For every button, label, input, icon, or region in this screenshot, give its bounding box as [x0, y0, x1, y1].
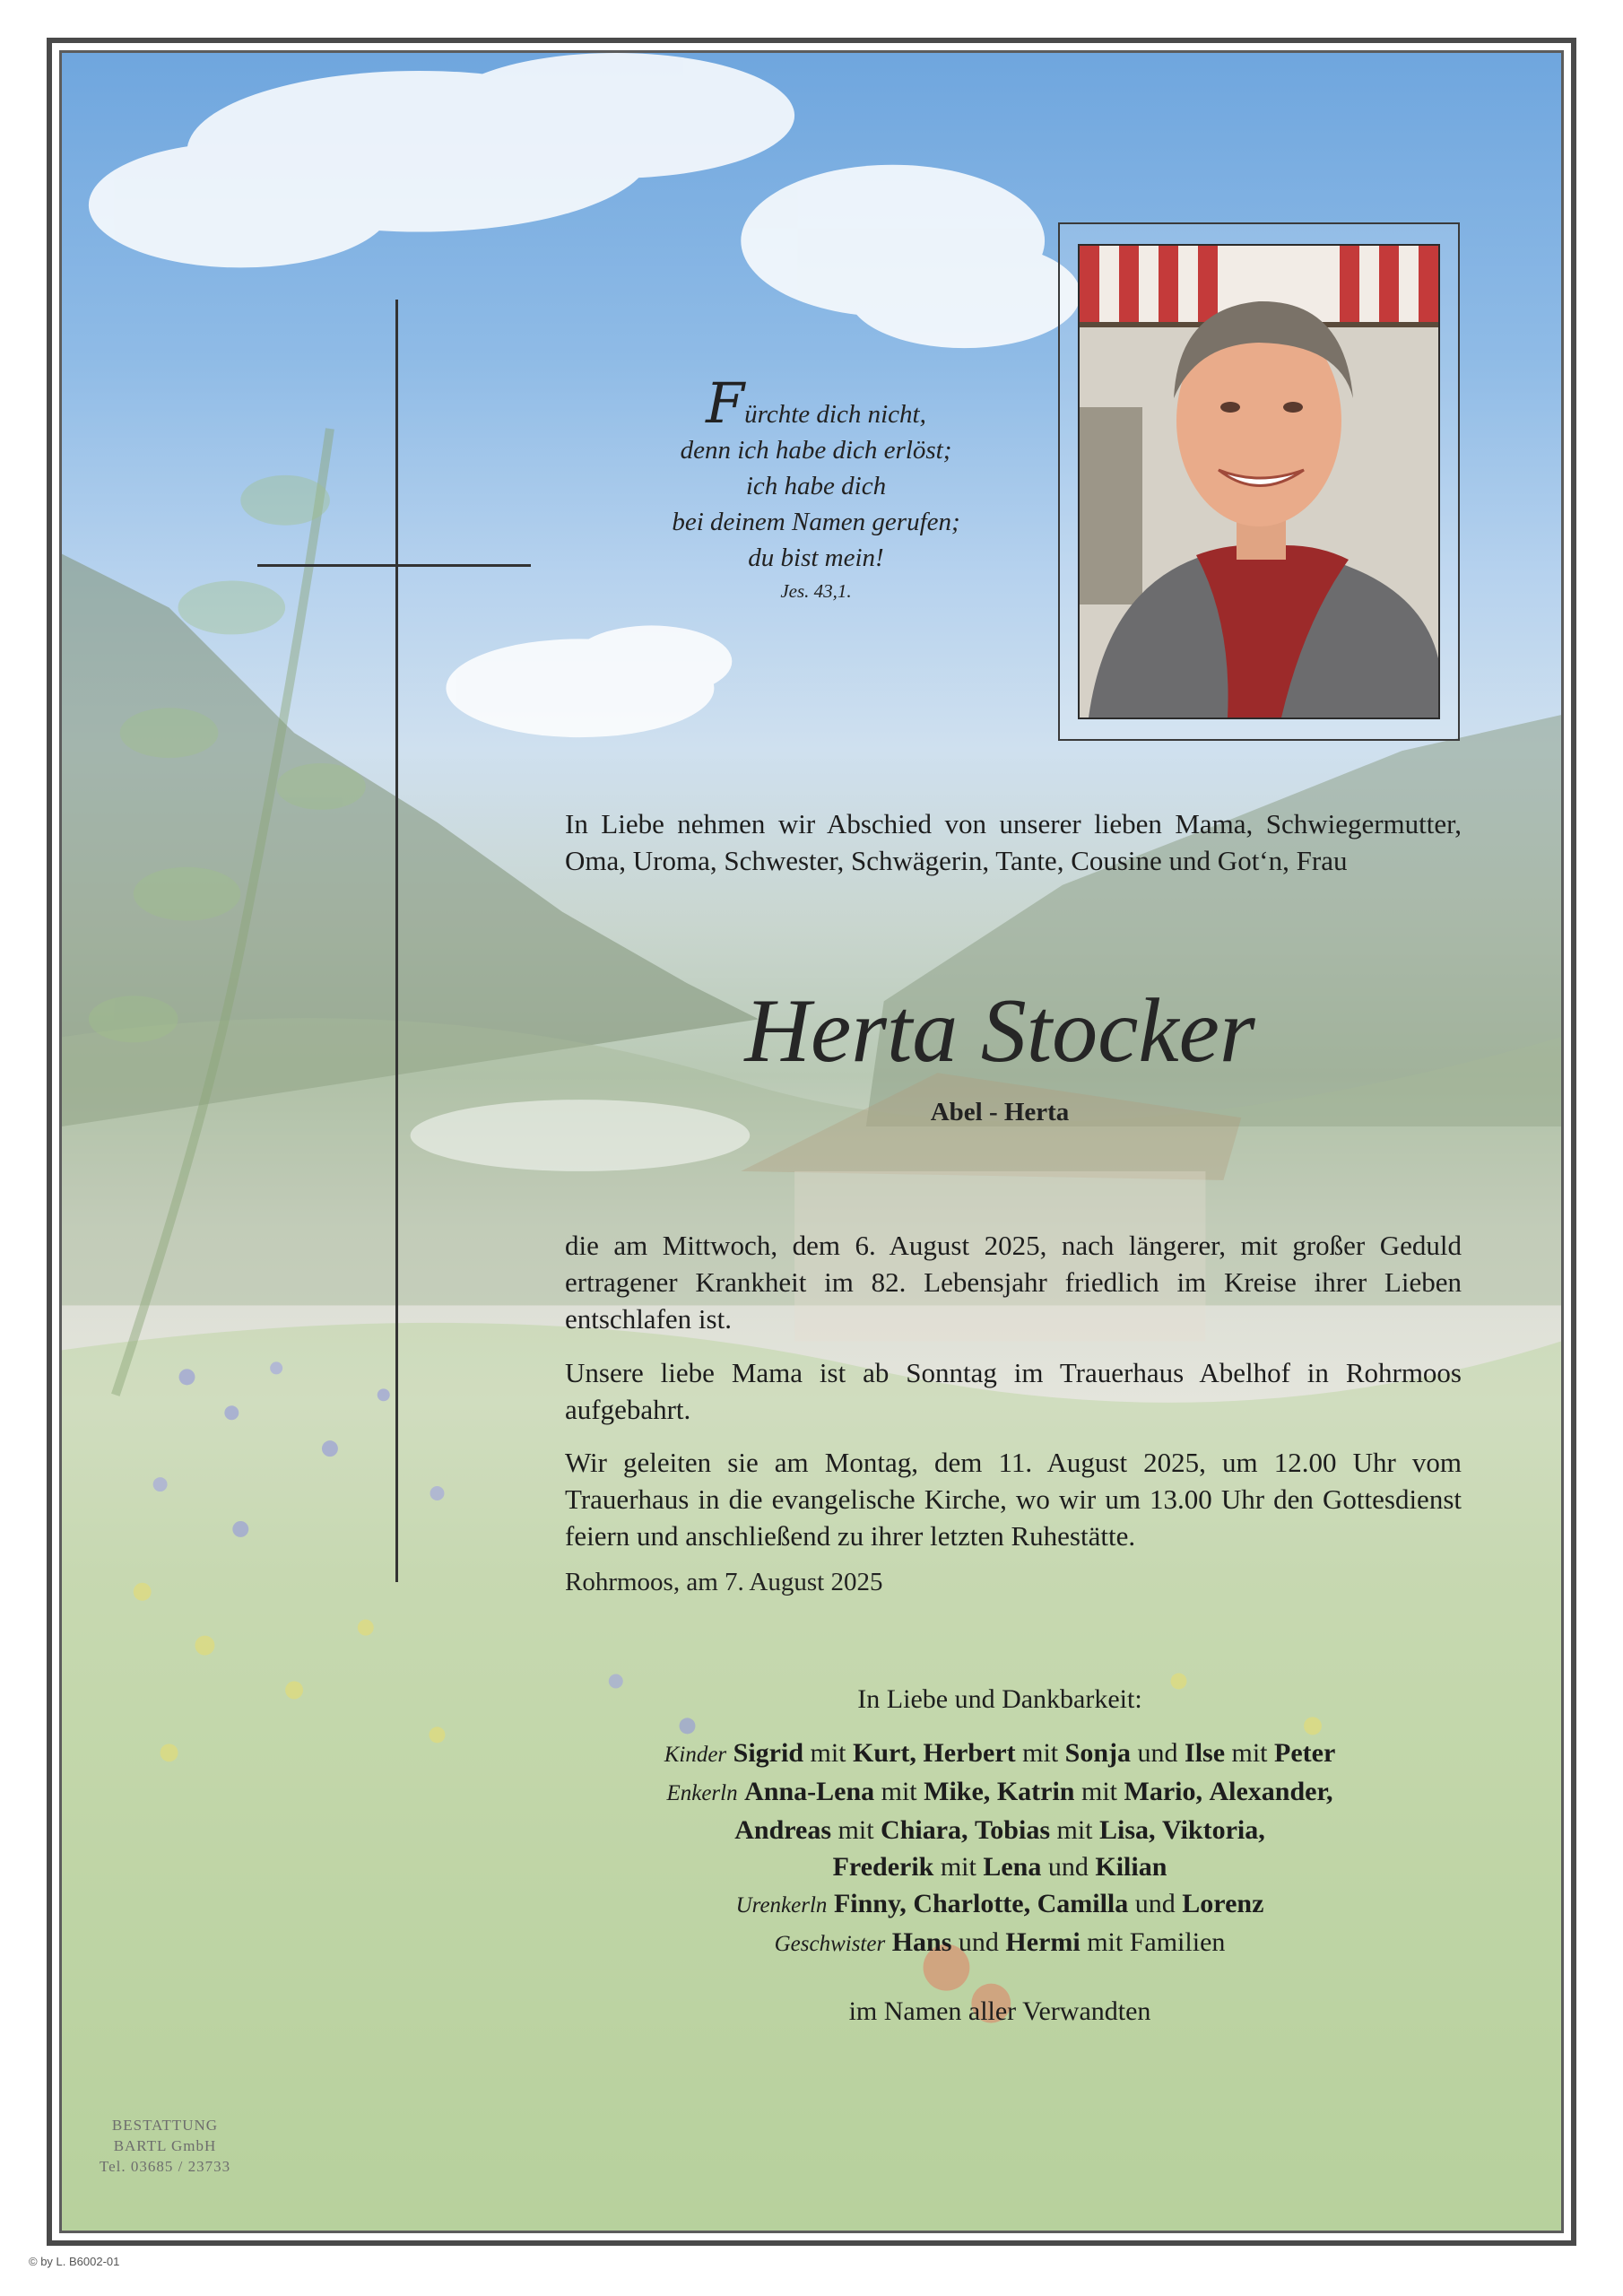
connector: und	[1128, 1889, 1183, 1918]
undertaker-phone: Tel. 03685 / 23733	[99, 2158, 231, 2175]
portrait-frame	[1058, 222, 1460, 741]
family-member: Lena	[983, 1852, 1042, 1882]
verse-line: du bist mein!	[748, 544, 884, 572]
connector: mit Familien	[1080, 1927, 1226, 1957]
death-paragraph: die am Mittwoch, dem 6. August 2025, nach längerer, mit großer Geduld ertragener Krankheit im 82. Lebensjahr friedlich im Kreise ihrer Lieben entschlafen ist.	[565, 1230, 1462, 1335]
family-label: Geschwister	[774, 1932, 886, 1956]
family-member: Alexander,	[1209, 1777, 1333, 1806]
closing-line: im Namen aller Verwandten	[848, 1996, 1151, 2026]
family-label: Urenkerln	[735, 1893, 828, 1918]
family-member: Andreas	[734, 1815, 832, 1845]
family-member: Sigrid	[733, 1738, 804, 1768]
connector: mit	[1225, 1738, 1275, 1768]
thanks-heading: In Liebe und Dankbarkeit:	[857, 1684, 1142, 1714]
connector: und	[1041, 1852, 1096, 1882]
connector: und	[1131, 1738, 1185, 1768]
family-member: Hermi	[1005, 1927, 1081, 1957]
family-member: Hans	[891, 1927, 952, 1957]
family-member: Lorenz	[1182, 1889, 1264, 1918]
family-member: Finny,	[833, 1889, 907, 1918]
undertaker-stamp	[75, 2115, 255, 2177]
family-line-kinder	[502, 1735, 1497, 1773]
funeral-paragraph: Wir geleiten sie am Montag, dem 11. August 2025, um 12.00 Uhr vom Trauerhaus in die evangelische Kirche, wo wir um 13.00 Uhr den Gottesdienst feiern und anschließend zu ihrer letzten Ruhestätte.	[565, 1447, 1462, 1552]
connector: mit	[874, 1777, 924, 1806]
connector	[990, 1777, 997, 1806]
cross-vertical-bar	[395, 300, 398, 1582]
verse-line: bei deinem Namen gerufen;	[672, 508, 960, 536]
connector: mit	[803, 1738, 854, 1768]
verse-reference: Jes. 43,1.	[780, 580, 852, 602]
connector	[1156, 1815, 1163, 1845]
family-member: Anna-Lena	[744, 1777, 875, 1806]
family-member: Tobias	[975, 1815, 1050, 1845]
family-label: Kinder	[664, 1743, 727, 1767]
verse-line: ich habe dich	[745, 472, 887, 500]
connector	[1030, 1889, 1037, 1918]
bible-verse	[628, 370, 1004, 606]
undertaker-line: BESTATTUNG	[111, 2117, 219, 2134]
family-line-enkerl-1	[502, 1773, 1497, 1812]
laying-out-paragraph: Unsere liebe Mama ist ab Sonntag im Trauerhaus Abelhof in Rohrmoos aufgebahrt.	[565, 1357, 1462, 1425]
family-member: Camilla	[1037, 1889, 1129, 1918]
portrait-photo	[1078, 244, 1440, 719]
deceased-nickname: Abel - Herta	[930, 1098, 1070, 1126]
family-line-geschwister	[502, 1924, 1497, 1962]
portrait-illustration	[1080, 246, 1438, 718]
connector: mit	[1050, 1815, 1100, 1845]
deceased-name: Herta Stocker	[744, 980, 1255, 1082]
family-member: Ilse	[1185, 1738, 1226, 1768]
family-member: Sonja	[1064, 1738, 1132, 1768]
family-member: Herbert	[923, 1738, 1016, 1768]
family-member: Peter	[1274, 1738, 1336, 1768]
connector: mit	[933, 1852, 984, 1882]
verse-line: ürchte dich nicht,	[744, 400, 926, 429]
family-member: Lisa,	[1099, 1815, 1156, 1845]
cross-horizontal-bar	[257, 564, 531, 567]
family-member: Kurt,	[853, 1738, 916, 1768]
family-member: Katrin	[996, 1777, 1075, 1806]
connector	[968, 1815, 976, 1845]
family-line-urenkerl	[502, 1885, 1497, 1924]
verse-dropcap: F	[706, 370, 745, 436]
connector: mit	[831, 1815, 881, 1845]
family-line-enkerl-3	[502, 1848, 1497, 1885]
family-line-enkerl-2	[502, 1812, 1497, 1848]
place-date: Rohrmoos, am 7. August 2025	[565, 1568, 883, 1596]
connector: mit	[1015, 1738, 1065, 1768]
undertaker-line: BARTL GmbH	[113, 2137, 217, 2154]
family-member: Mario,	[1124, 1777, 1202, 1806]
connector: und	[951, 1927, 1006, 1957]
family-member: Kilian	[1095, 1852, 1167, 1882]
connector: mit	[1074, 1777, 1124, 1806]
family-list	[502, 1735, 1497, 1962]
family-member: Viktoria,	[1162, 1815, 1265, 1845]
intro-text: In Liebe nehmen wir Abschied von unserer lieben Mama, Schwiegermutter, Oma, Uroma, Schwester, Schwägerin, Tante, Cousine und Got‘n, Frau	[565, 808, 1462, 876]
verse-line: denn ich habe dich erlöst;	[680, 436, 952, 465]
print-code: © by L. B6002-01	[29, 2255, 120, 2268]
family-member: Charlotte,	[913, 1889, 1031, 1918]
family-member: Chiara,	[881, 1815, 968, 1845]
family-label: Enkerln	[666, 1781, 738, 1805]
family-member: Frederik	[832, 1852, 934, 1882]
family-member: Mike,	[924, 1777, 991, 1806]
